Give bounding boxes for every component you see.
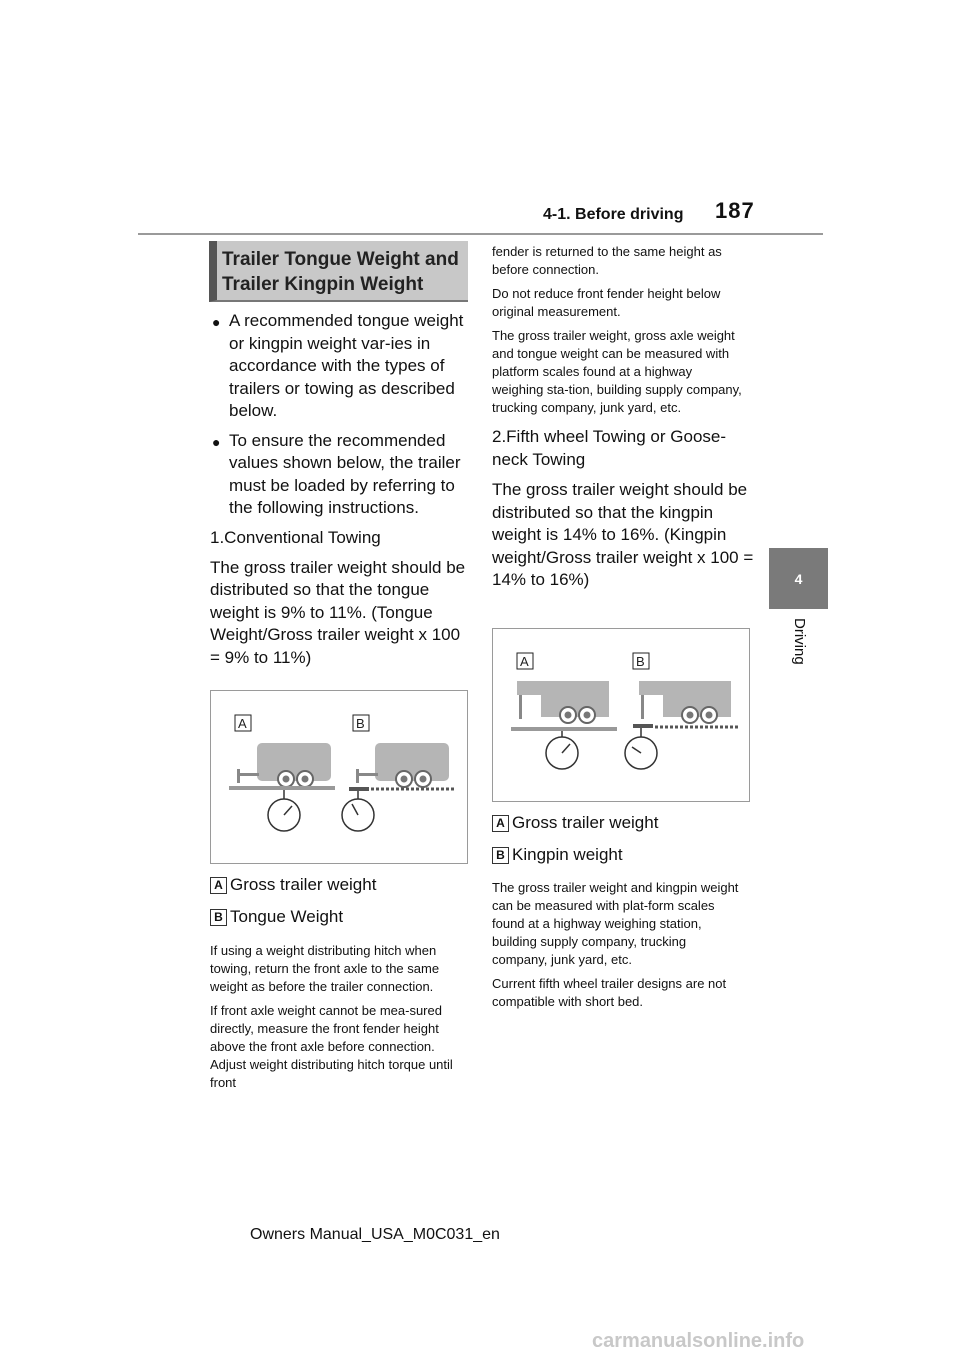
figure1-label-a: A [238,716,247,731]
left-legend [210,874,472,1092]
legend-tag-b: B [492,847,509,864]
subheading: 2.Fifth wheel Towing or Goose-neck Towing [492,427,727,469]
legend-item-a [210,874,472,896]
watermark: carmanualsonline.info [592,1330,805,1352]
topic-title-line2: Trailer Kingpin Weight [222,274,424,295]
bullet-item: ● A recommended tongue weight or kingpin weight var-ies in accordance with the types of trailers or towing as described below. [210,310,472,423]
chapter-label [788,618,808,678]
legend-item-a [492,812,754,834]
figure2-label-b: B [636,654,645,669]
note-paragraph: Do not reduce front fender height below original measurement. [492,286,721,319]
topic-title-box [209,241,468,302]
right-column [492,243,754,592]
figure-conventional-towing [210,690,468,864]
note-paragraph: If using a weight distributing hitch when towing, return the front axle to the same weight as before the trailer connection. [210,943,440,994]
fifth-wheel-scale-diagram [493,629,749,801]
chapter-name: Driving [791,618,808,665]
trailer-scale-diagram [211,691,467,863]
legend-text-a: Gross trailer weight [230,875,377,894]
legend-tag-b: B [210,909,227,926]
note-paragraph: fender is returned to the same height as before connection. [492,244,722,277]
legend-tag-a: A [210,877,227,894]
header-divider [138,233,823,235]
legend-tag-a: A [492,815,509,832]
legend-item-b [210,906,472,928]
paragraph: The gross trailer weight should be distributed so that the kingpin weight is 14% to 16%. (Kingpin weight/Gross trailer weight x 100 = 14% to 16%) [492,480,754,589]
note-paragraph: If front axle weight cannot be mea-sured directly, measure the front fender height above the front axle before connection. Adjust weight distributing hitch torque until front [210,1003,453,1090]
left-column [210,310,472,669]
figure2-label-a: A [520,654,529,669]
figure1-label-b: B [356,716,365,731]
bullet-item: ● To ensure the recommended values shown below, the trailer must be loaded by referring to the following instructions. [210,430,472,520]
note-paragraph: Current fifth wheel trailer designs are not compatible with short bed. [492,976,727,1009]
note-paragraph: The gross trailer weight, gross axle weight and tongue weight can be measured with platform scales found at a highway weighing sta-tion, building supply company, trucking company, junk yard, etc. [492,328,742,415]
legend-text-a: Gross trailer weight [512,813,659,832]
paragraph: The gross trailer weight should be distributed so that the tongue weight is 9% to 11%. (Tongue Weight/Gross trailer weight x 100 = 9% to 11%) [210,557,466,667]
legend-item-b [492,844,754,866]
legend-text-b: Kingpin weight [512,845,623,864]
chapter-tab: 4 [769,548,828,609]
footer-text: Owners Manual_USA_M0C031_en [250,1226,500,1243]
page-number: 187 [715,198,755,223]
right-legend [492,812,754,1011]
figure-fifth-wheel-towing [492,628,750,802]
note-paragraph: The gross trailer weight and kingpin weight can be measured with plat-form scales found at a highway weighing station, building supply company, trucking company, junk yard, etc. [492,880,739,967]
subheading: 1.Conventional Towing [210,527,381,547]
section-title: 4-1. Before driving [543,206,684,223]
topic-title-line1: Trailer Tongue Weight and [222,249,459,270]
legend-text-b: Tongue Weight [230,907,344,926]
